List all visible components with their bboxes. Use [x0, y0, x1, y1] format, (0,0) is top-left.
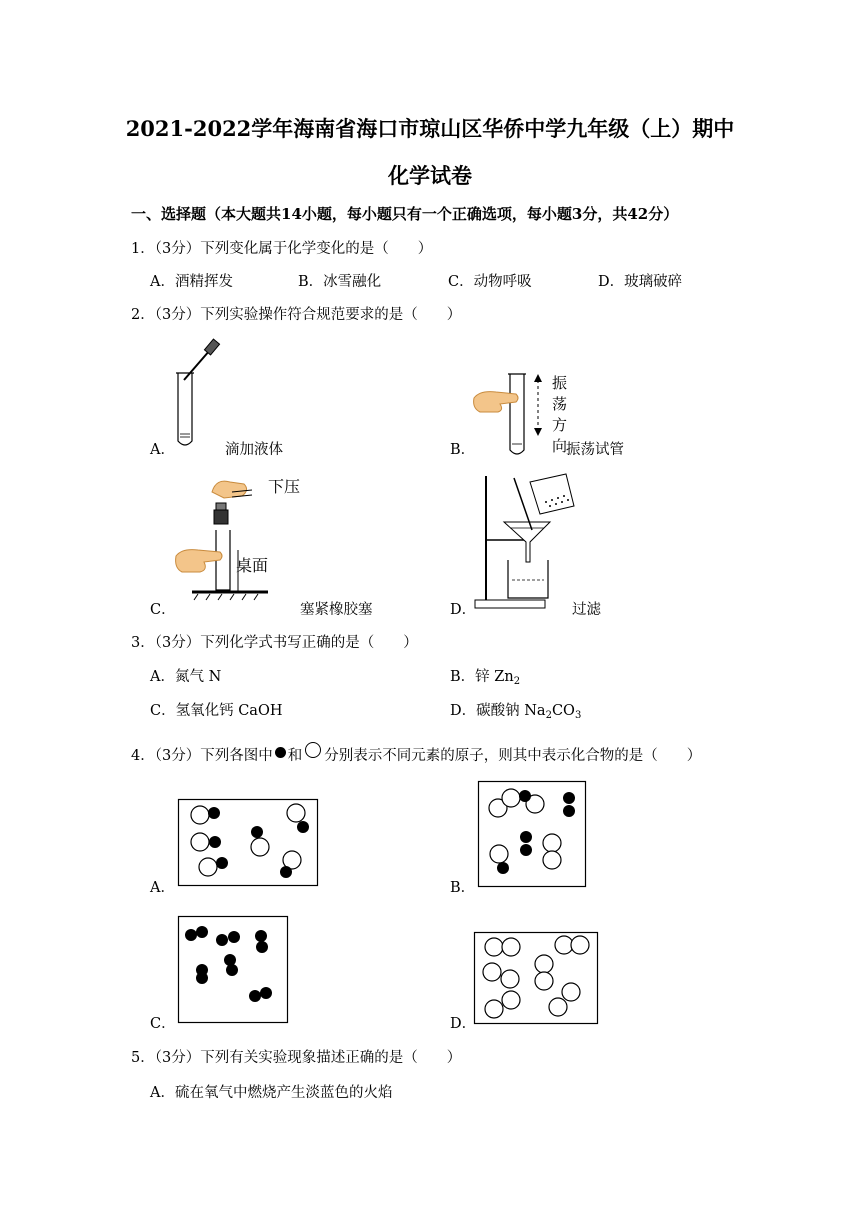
q4-box-c: [178, 916, 288, 1023]
q2-annot-shake-3: 方: [552, 416, 568, 434]
q2-annot-shake-1: 振: [552, 374, 568, 392]
q2-letter-b: B．: [450, 442, 476, 458]
q3-option-c: C．氢氧化钙 CaOH: [150, 703, 283, 719]
q4-letter-d: D．: [450, 1016, 477, 1032]
title-line-1: 2021-2022学年海南省海口市琼山区华侨中学九年级（上）期中: [125, 116, 735, 141]
question-5-stem: 5．（3分）下列有关实验现象描述正确的是（ ）: [131, 1050, 462, 1066]
question-3-stem: 3．（3分）下列化学式书写正确的是（ ）: [131, 635, 418, 651]
q2-figure-a: [170, 338, 230, 453]
q4-letter-b: B．: [450, 880, 476, 896]
section-heading: 一、选择题（本大题共14小题，每小题只有一个正确选项，每小题3分，共42分）: [131, 205, 679, 223]
q4-box-d: [474, 932, 598, 1024]
q2-figure-b: [470, 370, 550, 460]
question-2-stem: 2．（3分）下列实验操作符合规范要求的是（ ）: [131, 307, 462, 323]
q4-box-b: [478, 781, 586, 887]
q2-letter-d: D．: [450, 602, 477, 618]
q2-letter-c: C．: [150, 602, 176, 618]
q2-annot-shake-4: 向: [552, 437, 568, 455]
question-4-stem: 4．（3分）下列各图中 和 分别表示不同元素的原子，则其中表示化合物的是（ ）: [131, 742, 701, 765]
q3-option-b: B．锌 $Zn_2$: [450, 669, 521, 687]
black-atom-icon: [275, 747, 286, 758]
q4-box-a: [178, 799, 318, 886]
q1-option-c: C．动物呼吸: [448, 274, 532, 290]
q1-option-b: B．冰雪融化: [298, 274, 382, 290]
q1-option-d: D．玻璃破碎: [598, 274, 683, 290]
q2-letter-a: A．: [150, 442, 175, 458]
q3-option-a: A．氮气 N: [150, 669, 222, 685]
q2-annot-press: 下压: [268, 477, 301, 496]
q2-caption-d: 过滤: [572, 602, 601, 618]
q2-caption-c: 塞紧橡胶塞: [300, 602, 373, 618]
q2-annot-shake-2: 荡: [552, 395, 568, 413]
q2-caption-b: 振荡试管: [566, 442, 624, 458]
white-atom-icon: [305, 742, 321, 758]
title-line-2: 化学试卷: [388, 163, 472, 188]
q1-option-a: A．酒精挥发: [150, 274, 233, 290]
q4-letter-a: A．: [150, 880, 175, 896]
q2-figure-d: [470, 472, 580, 614]
q2-annot-table: 桌面: [236, 556, 269, 575]
q5-option-a: A．硫在氧气中燃烧产生淡蓝色的火焰: [150, 1085, 393, 1101]
q3-option-d: D．碳酸钠 $Na_2CO_3$: [450, 703, 582, 721]
q2-caption-a: 滴加液体: [225, 442, 283, 458]
q4-letter-c: C．: [150, 1016, 176, 1032]
question-1-stem: 1．（3分）下列变化属于化学变化的是（ ）: [131, 241, 433, 257]
q2-figure-c: [172, 470, 272, 605]
